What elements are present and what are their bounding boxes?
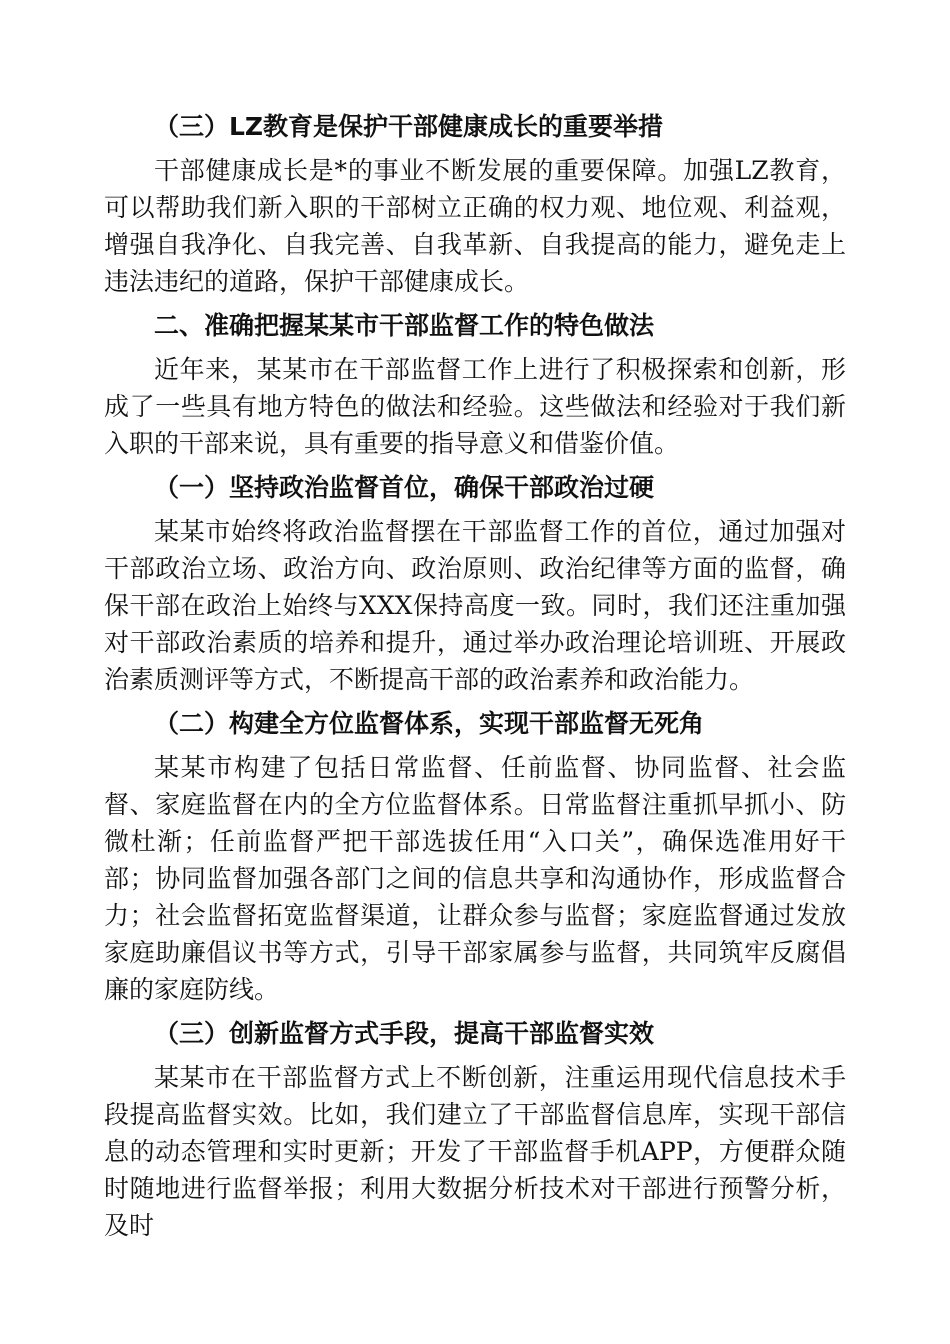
section-heading: （一）坚持政治监督首位，确保干部政治过硬 [154, 473, 655, 502]
section-heading: （三）创新监督方式手段，提高干部监督实效 [154, 1019, 655, 1048]
section-paragraph: 某某市始终将政治监督摆在干部监督工作的首位，通过加强对干部政治立场、政治方向、政治原则、政治纪律等方面的监督，确保干部在政治上始终与XXX保持高度一致。同时，我们还注重加强对干部政治素质的培养和提升，通过举办政治理论培训班、开展政治素质测评等方式，不断提高干部的政治素养和政治能力。 [104, 517, 846, 694]
section-heading: 二、准确把握某某市干部监督工作的特色做法 [154, 311, 655, 340]
section-paragraph: 近年来，某某市在干部监督工作上进行了积极探索和创新，形成了一些具有地方特色的做法和经验。这些做法和经验对于我们新入职的干部来说，具有重要的指导意义和借鉴价值。 [104, 355, 846, 458]
section-paragraph: 某某市构建了包括日常监督、任前监督、协同监督、社会监督、家庭监督在内的全方位监督体系。日常监督注重抓早抓小、防微杜渐；任前监督严把干部选拔任用“入口关”，确保选准用好干部；协同监督加强各部门之间的信息共享和沟通协作，形成监督合力；社会监督拓宽监督渠道，让群众参与监督；家庭监督通过发放家庭助廉倡议书等方式，引导干部家属参与监督，共同筑牢反腐倡廉的家庭防线。 [104, 753, 846, 1004]
section-paragraph: 干部健康成长是*的事业不断发展的重要保障。加强LZ教育，可以帮助我们新入职的干部树立正确的权力观、地位观、利益观，增强自我净化、自我完善、自我革新、自我提高的能力，避免走上违法违纪的道路，保护干部健康成长。 [104, 156, 846, 296]
section-heading: （三）LZ教育是保护干部健康成长的重要举措 [154, 112, 664, 141]
document-body [104, 108, 846, 1251]
section-heading: （二）构建全方位监督体系，实现干部监督无死角 [154, 709, 705, 738]
section-paragraph: 某某市在干部监督方式上不断创新，注重运用现代信息技术手段提高监督实效。比如，我们建立了干部监督信息库，实现干部信息的动态管理和实时更新；开发了干部监督手机APP，方便群众随时随地进行监督举报；利用大数据分析技术对干部进行预警分析，及时 [104, 1063, 846, 1240]
